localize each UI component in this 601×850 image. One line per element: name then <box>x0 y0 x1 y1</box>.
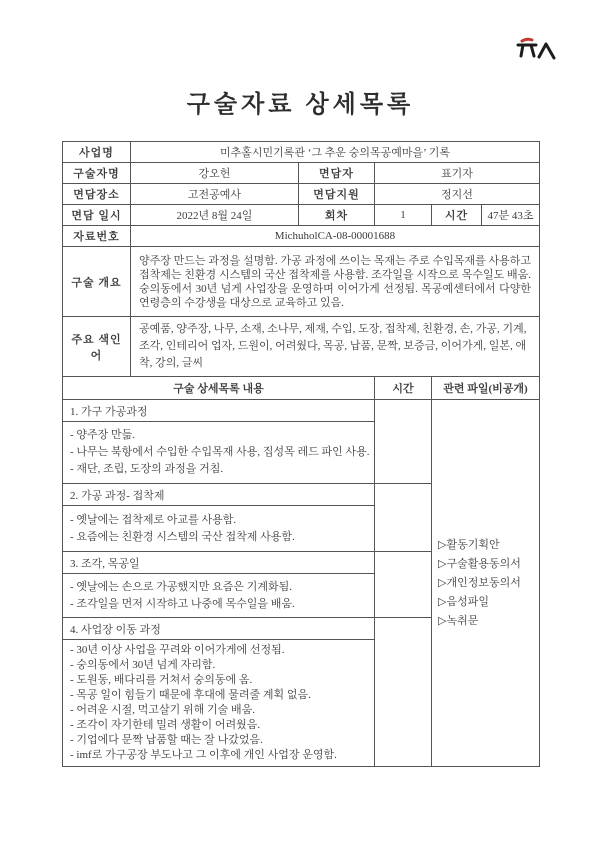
time-cell-empty <box>375 552 432 618</box>
time-cell-empty <box>375 400 432 484</box>
triangle-bullet-icon: ▷ <box>438 614 447 627</box>
related-files-cell <box>432 400 540 767</box>
detail-item: - 요즘에는 친환경 시스템의 국산 접착제 사용함. <box>70 530 295 543</box>
detail-item: - 양주장 만듦. <box>70 429 136 441</box>
project-name-label: 사업명 <box>63 142 131 163</box>
doc-number-value: MichuholCA-08-00001688 <box>131 226 540 247</box>
file-item <box>438 555 539 574</box>
doc-number-label: 자료번호 <box>63 226 131 247</box>
keywords-label: 주요 색인어 <box>63 317 131 377</box>
section-title: 3. 조각, 목공일 <box>63 552 375 574</box>
detail-item: - 나무는 북항에서 수입한 수입목재 사용, 집성목 레드 파인 사용. <box>70 446 370 458</box>
date-value: 2022년 8월 24일 <box>131 205 299 226</box>
interviewer-label: 면담자 <box>299 163 375 184</box>
session-label: 회차 <box>299 205 375 226</box>
section-items <box>63 640 375 767</box>
detail-time-header: 시간 <box>375 377 432 400</box>
oral-record-table <box>62 141 540 767</box>
detail-item: - 조각일을 먼저 시작하고 나중에 목수일을 배움. <box>70 597 295 610</box>
section-title: 2. 가공 과정- 접착제 <box>63 484 375 506</box>
support-value: 정지선 <box>375 184 540 205</box>
section-items <box>63 506 375 552</box>
section-items <box>63 422 375 484</box>
file-item <box>438 593 539 612</box>
triangle-bullet-icon: ▷ <box>438 576 447 589</box>
summary-text: 양주장 만드는 과정을 설명함. 가공 과정에 쓰이는 목재는 주로 수입목재를 사용하고 접착제는 친환경 시스템의 국산 접착제를 사용함. 조각일을 시작으로 목수일도 배움. 숭의동에서 30년 넘게 사업장을 운영하며 이어가게 선정됨. 목공예센터에서 다양한 연령층의 수강생을 대상으로 교육하고 있음. <box>131 247 540 317</box>
detail-item: - 도원동, 배다리를 거쳐서 숭의동에 옴. <box>70 674 253 686</box>
institution-logo-icon <box>515 36 557 64</box>
detail-item: - 숭의동에서 30년 넘게 자리함. <box>70 659 216 671</box>
file-item-label: 음성파일 <box>446 595 489 608</box>
interviewer-value: 표기자 <box>375 163 540 184</box>
triangle-bullet-icon: ▷ <box>438 557 447 570</box>
detail-item: - 기업에다 문짝 납품할 때는 잘 나갔었음. <box>70 734 263 746</box>
detail-item: - 목공 일이 힘들기 때문에 후대에 물려줄 계획 없음. <box>70 689 311 701</box>
file-item <box>438 574 539 593</box>
section-items <box>63 574 375 618</box>
support-label: 면담지원 <box>299 184 375 205</box>
page-title: 구술자료 상세목록 <box>186 92 415 118</box>
detail-item: - 조각이 자기한테 밀려 생활이 어려웠음. <box>70 719 261 731</box>
file-item-label: 개인정보동의서 <box>446 576 521 589</box>
triangle-bullet-icon: ▷ <box>438 538 447 551</box>
time-cell-empty <box>375 618 432 767</box>
triangle-bullet-icon: ▷ <box>438 595 447 608</box>
time-cell-empty <box>375 484 432 552</box>
file-item <box>438 536 539 555</box>
detail-item: - 재단, 조립, 도장의 과정을 거침. <box>70 463 224 475</box>
section-title: 1. 가구 가공과정 <box>63 400 375 422</box>
file-item-label: 활동기획안 <box>446 538 500 551</box>
summary-label: 구술 개요 <box>63 247 131 317</box>
keywords-text: 공예품, 양주장, 나무, 소재, 소나무, 제재, 수입, 도장, 접착제, 친환경, 손, 가공, 기계, 조각, 인테리어 업자, 드원이, 어려웠다, 목공, 납품, 문짝, 보증금, 이어가게, 일본, 애착, 강의, 글씨 <box>131 317 540 377</box>
detail-item: - imf로 가구공장 부도나고 그 이후에 개인 사업장 운영함. <box>70 749 337 761</box>
file-item-label: 녹취문 <box>446 614 479 627</box>
detail-item: - 30년 이상 사업을 꾸려와 이어가게에 선정됨. <box>70 644 285 656</box>
narrator-label: 구술자명 <box>63 163 131 184</box>
detail-item: - 옛날에는 손으로 가공했지만 요즘은 기계화됨. <box>70 580 293 593</box>
narrator-value: 강오헌 <box>131 163 299 184</box>
place-label: 면담장소 <box>63 184 131 205</box>
session-value: 1 <box>375 205 432 226</box>
place-value: 고전공예사 <box>131 184 299 205</box>
date-label: 면담 일시 <box>63 205 131 226</box>
detail-files-header: 관련 파일(비공개) <box>432 377 540 400</box>
detail-content-header: 구술 상세목록 내용 <box>63 377 375 400</box>
file-item-label: 구술활용동의서 <box>446 557 521 570</box>
project-name-value: 미추홀시민기록관 ‘그 추운 숭의목공예마을’ 기록 <box>131 142 540 163</box>
duration-label: 시간 <box>432 205 482 226</box>
detail-item: - 어려운 시절, 먹고살기 위해 기술 배움. <box>70 704 256 716</box>
duration-value: 47분 43초 <box>482 205 540 226</box>
detail-item: - 옛날에는 접착제로 아교를 사용함. <box>70 513 237 526</box>
section-title: 4. 사업장 이동 과정 <box>63 618 375 640</box>
file-item <box>438 612 539 631</box>
